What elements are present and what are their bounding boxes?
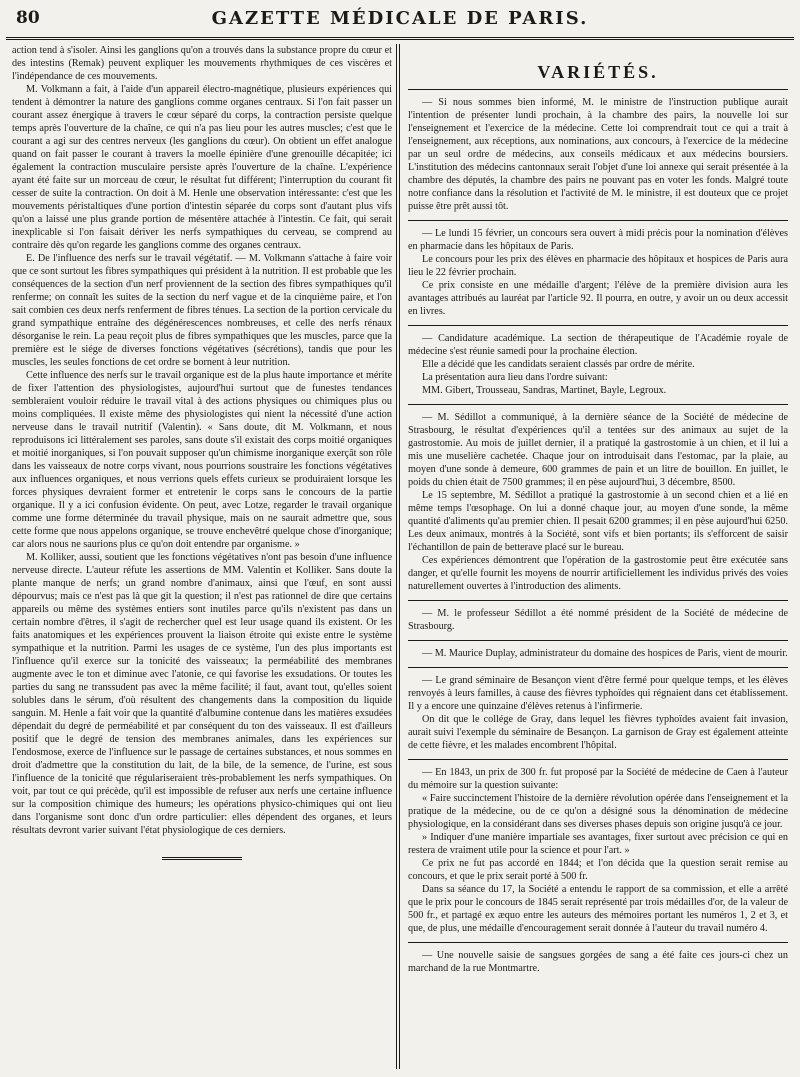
paragraph: Ce prix ne fut pas accordé en 1844; et l'on décida que la question serait remise au concours, et que le prix serait porté à 500 fr. xyxy=(408,858,788,882)
page-number: 80 xyxy=(16,8,40,28)
news-item xyxy=(408,600,788,633)
news-item xyxy=(408,89,788,213)
journal-title: GAZETTE MÉDICALE DE PARIS. xyxy=(211,8,589,29)
paragraph: — M. Sédillot a communiqué, à la dernière séance de la Société de médecine de Strasbourg, le résultat d'expériences qu'il a tentées sur des animaux au sujet de la gastrostomie. Au mois de juillet dernier, il a pratiqué la gastrostomie à un chien, et il lui a mis une muselière cachetée. Chaque jour on introduisait dans l'estomac, par la plaie, au moyen d'une sonde à demeure, 600 grammes de pain et un litre de bouillon. En juillet, le poids du chien était de 7500 grammes; il en pèse aujourd'hui, 3 décembre, 8500. xyxy=(408,412,788,488)
paragraph: MM. Gibert, Trousseau, Sandras, Martinet, Bayle, Legroux. xyxy=(422,385,667,396)
paragraph: — En 1843, un prix de 300 fr. fut proposé par la Société de médecine de Caen à l'auteur du mémoire sur la question suivante: xyxy=(408,767,788,791)
news-item xyxy=(408,404,788,593)
paragraph: M. Volkmann a fait, à l'aide d'un appareil électro-magnétique, plusieurs expériences qui tendent à démontrer la nature des ganglions comme organes centraux. Si l'on fait passer un courant assez énergique à travers le cœur séparé du corps, la contraction persiste quelque temps après l'ouverture de la chaîne, ce qui n'a pas lieu pour les autres muscles; c'est que le courant a agi sur des centres nerveux (les ganglions du cœur). On obtient un effet analogue quand on fait passer le courant à travers la moelle épinière d'une grenouille décapitée; ici également la contraction musculaire persiste après l'ouverture de la chaîne. L'expérience ayant été faite sur un morceau de cœur, le résultat fut différent; l'interruption du courant fit cesser de suite la contraction. On doit à M. Henle une observation intéressante: c'est que les mouvements péristaltiques d'une portion d'intestin séparée du corps sont d'autant plus vifs qu'on a laissé une plus grande portion de mésentère attachée à l'intestin. Ce fait, qui serait inexplicable si l'on faisait dériver les nerfs sympathiques du cerveau, se comprend au contraire dès qu'on regarde les ganglions comme des organes centraux. xyxy=(12,84,392,251)
paragraph: Dans sa séance du 17, la Société a entendu le rapport de sa commission, et elle a arrêté que le prix pour le concours de 1845 serait représenté par trois médailles d'or, de la valeur de 500 fr., et partagé ex æquo entre les auteurs des mémoires portant les numéros 1, 2 et 3, et que, de plus, une médaille d'encouragement serait donnée à l'auteur du travail numéro 4. xyxy=(408,884,788,934)
end-rule xyxy=(162,857,242,860)
page-header xyxy=(6,4,794,40)
paragraph: « Faire succinctement l'histoire de la dernière révolution opérée dans l'enseignement et la pratique de la médecine, ou de ce qu'on a désigné sous la dénomination de médecine physiologique, en la considérant dans ses diverses phases depuis son origine jusqu'à ce jour. xyxy=(408,793,788,830)
paragraph: Ces expériences démontrent que l'opération de la gastrostomie peut être exécutée sans danger, et qu'elle fournit les moyens de nourrir artificiellement les individus privés des voies naturellement ouvertes à l'introduction des aliments. xyxy=(408,555,788,592)
right-column xyxy=(408,44,788,1071)
paragraph: E. De l'influence des nerfs sur le travail végétatif. — M. Volkmann s'attache à faire voir que ce sont surtout les fibres sympathiques qui président à la nutrition. Il est probable que les conséquences de la section d'un nerf proviennent de la section des fibres sympathiques qu'il renferme; on connaît les suites de la section du nerf vague et de la cinquième paire, et l'on sait combien ces deux nerfs renferment de fibres ténues. La section de la portion cervicale du grand sympathique entraîne des dégénérescences nombreuses, et celle des nerfs rénaux désorganise le rein. La peau reçoit plus de fibres sympathiques que les muscles, parce que la première est le siége de diverses fonctions végétatives (sécrétions), tandis que pour les muscles, les seules fonctions de cet ordre se bornent à leur nutrition. xyxy=(12,253,392,368)
paragraph: Le concours pour les prix des élèves en pharmacie des hôpitaux et hospices de Paris aura lieu le 22 février prochain. xyxy=(408,254,788,278)
paragraph: On dit que le collége de Gray, dans lequel les fièvres typhoïdes avaient fait invasion, aurait suivi l'exemple du séminaire de Besançon. La garnison de Gray est également atteinte de cette fièvre, et les malades encombrent l'hôpital. xyxy=(408,714,788,751)
paragraph: — M. Maurice Duplay, administrateur du domaine des hospices de Paris, vient de mourir. xyxy=(422,648,788,659)
news-item xyxy=(408,640,788,660)
paragraph: — Si nous sommes bien informé, M. le ministre de l'instruction publique aurait l'intention de présenter lundi prochain, à la chambre des pairs, la nouvelle loi sur l'enseignement et l'exercice de la médecine. Cette loi comprendrait tout ce qui a trait à l'enseignement, aux réceptions, aux nominations, aux concours, à l'exercice de la médecine par un seul ordre de médecins, aux conseils médicaux et aux médecins boursiers. L'institution des médecins cantonnaux serait l'objet d'une loi annexe qui serait présentée à la chambre des députés, la chambre des pairs ne pouvant pas en voter les fonds. Malgré toute notre confiance dans la résolution et l'activité de M. le ministre, il est douteux que ce projet puisse être prêt aussi tôt. xyxy=(408,97,788,212)
paragraph: — Le grand séminaire de Besançon vient d'être fermé pour quelque temps, et les élèves renvoyés à leurs familles, à cause des fièvres typhoïdes qui régnaient dans cet établissement. Il y a encore une quinzaine d'élèves retenus à l'infirmerie. xyxy=(408,675,788,712)
paragraph: Elle a décidé que les candidats seraient classés par ordre de mérite. xyxy=(422,359,695,370)
paragraph: action tend à s'isoler. Ainsi les ganglions qu'on a trouvés dans la substance propre du cœur et des intestins (Remak) peuvent expliquer les mouvements rhythmiques de ces viscères et l'indépendance de ces mouvements. xyxy=(12,45,392,82)
paragraph: La présentation aura lieu dans l'ordre suivant: xyxy=(422,372,608,383)
paragraph: Ce prix consiste en une médaille d'argent; l'élève de la première division aura les avantages attribués au lauréat par l'article 92. Il pourra, en outre, y avoir un ou deux accessit en livres. xyxy=(408,280,788,317)
left-column xyxy=(12,44,392,1071)
paragraph: — Candidature académique. La section de thérapeutique de l'Académie royale de médecine s'est réunie samedi pour la prochaine élection. xyxy=(408,333,788,357)
paragraph: — Une nouvelle saisie de sangsues gorgées de sang a été faite ces jours-ci chez un marchand de la rue Montmartre. xyxy=(408,950,788,974)
column-divider xyxy=(399,44,400,1069)
paragraph: » Indiquer d'une manière impartiale ses avantages, fixer surtout avec précision ce qui en restera de vraiment utile pour la science et pour l'art. » xyxy=(408,832,788,856)
news-item xyxy=(408,220,788,318)
paragraph: Le 15 septembre, M. Sédillot a pratiqué la gastrostomie à un second chien et a lié en même temps l'œsophage. On lui a donné chaque jour, au moyen d'une sonde, la même quantité d'aliments qu'au premier chien. Il pesait 6200 grammes; il en pèse aujourd'hui 6250. Les deux animaux, montrés à la Société, sont vifs et bien portants; ils s'efforcent de saisir l'échantillon de pain de betterave placé sur le bureau. xyxy=(408,490,788,553)
news-item xyxy=(408,942,788,975)
paragraph: M. Kolliker, aussi, soutient que les fonctions végétatives n'ont pas besoin d'une influence nerveuse directe. L'auteur réfute les assertions de MM. Valentin et Kolliker. Sans doute la plante manque de nerfs; un grand nombre d'animaux, ainsi que l'œuf, en sont aussi dépourvus; mais ce n'est pas là que git la question; il n'est pas rationnel de dire que certains appareils ou même des systèmes entiers sont inutiles parce qu'ils n'existent pas dans un certain nombre d'êtres, il s'agit de rechercher quel est leur usage quand ils existent. Or les faits anatomiques et les expériences prouvent la liaison étroite qui existe entre le système sympathique et la nutrition. Parmi les usages de ce système, l'un des plus importants est l'influence qu'il exerce sur la tonicité des vaisseaux; la perméabilité des membranes augmente avec le ton et diminue avec l'atonie, ce qui favorise les exsudations. Or toutes les parties du sang ne transsudent pas avec la même facilité; il faut, avant tout, qu'elles soient solubles dans le sérum, d'où résultent des changements dans la composition du liquide sanguin. M. Henle a fait voir que la quantité d'albumine contenue dans les matières exsudées dépendait du degré de perméabilité et par conséquent du ton des vaisseaux. Il est d'ailleurs positif que le degré de tension des membranes animales, dans les expériences sur l'endosmose, exerce de l'influence sur le passage de certaines substances, et nous sommes en droit d'admettre que la constitution du lait, de la bile, de la semence, de l'urine, est sous l'influence de la tonicité que régulariseraient très-probablement les nerfs sympathiques. On voit, par tout ce qui précède, qu'il est impossible de refuser aux nerfs une certaine influence sur la composition chimique des humeurs; les opérations physico-chimiques qui ont lieu dans l'organisme sont donc d'un ordre particulier: elles dépendent des organes, et leurs résultats devront varier suivant l'état physiologique de ces derniers. xyxy=(12,552,392,836)
news-item xyxy=(408,759,788,935)
news-item xyxy=(408,667,788,752)
news-item xyxy=(408,325,788,397)
paragraph: — M. le professeur Sédillot a été nommé président de la Société de médecine de Strasbourg. xyxy=(408,608,788,632)
paragraph: Cette influence des nerfs sur le travail organique est de la plus haute importance et mérite de fixer l'attention des physiologistes, aujourd'hui surtout que de funestes tendances sembleraient vouloir réduire le travail vital à des actions physiques ou chimiques plus ou moins compliquées. Il existe même des physiologistes qui nient la nécessité d'une action nerveuse dans le travail nutritif (Valentin). « Sans doute, dit M. Volkmann, et nous reproduisons ici littéralement ses paroles, sans doute s'il existait des corps moitié organiques et moitié inorganiques, si l'on pouvait supposer qu'un chimisme inorganique exerçât son rôle dans les vaisseaux de notre corps vivant, nous pourrions soustraire les fonctions végétatives aux influences organiques, et nous verrions quels effets curieux se produiraient lorsque les forces physiques devraient former et entretenir le corps sans le concours de la partie organique. Il y a ici confusion évidente. On peut, avec Lotze, regarder le travail organique comme une forme déterminée du travail physique, mais on ne saurait admettre que, sous cette forme que nous appelons organique, se trouve enchevêtré quelque chose d'inorganique; car alors nous ne saurions plus ce qu'on doit entendre par organisme. » xyxy=(12,370,392,550)
paragraph: — Le lundi 15 février, un concours sera ouvert à midi précis pour la nomination d'élèves en pharmacie dans les hôpitaux de Paris. xyxy=(408,228,788,252)
section-title: VARIÉTÉS. xyxy=(537,62,659,82)
column-divider xyxy=(396,44,397,1069)
